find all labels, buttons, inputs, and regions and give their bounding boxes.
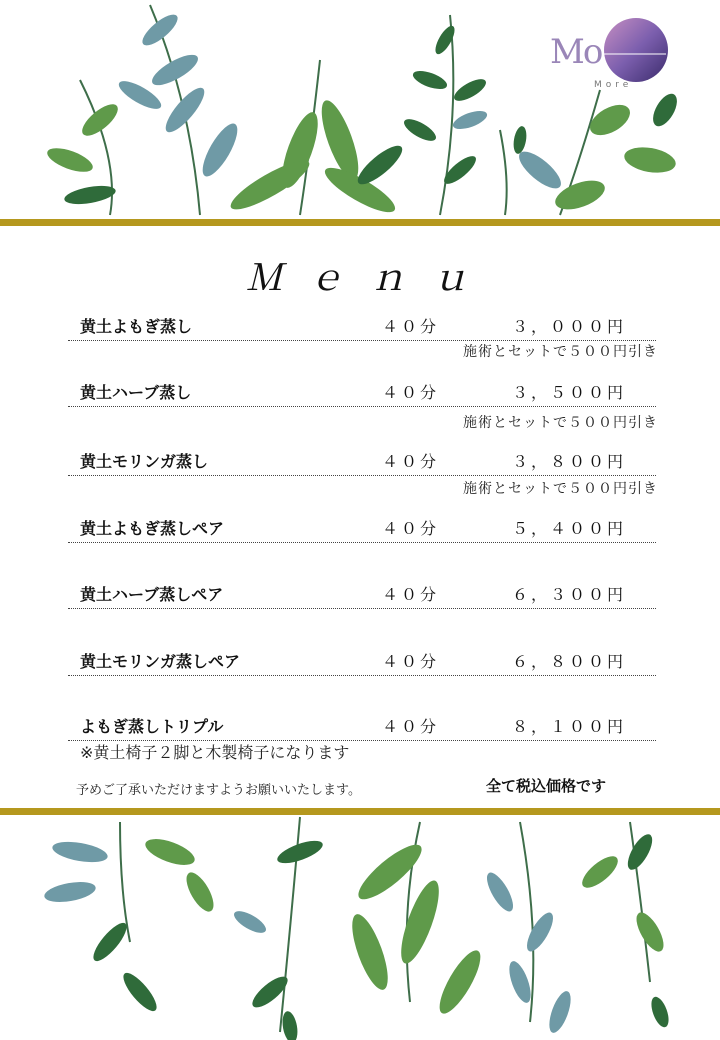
menu-item-name: 黄土モリンガ蒸し	[80, 452, 209, 471]
menu-item-name: 黄土ハーブ蒸しペア	[80, 585, 224, 604]
menu-item-duration: ４０分	[382, 383, 440, 402]
menu-item-name: よもぎ蒸しトリプル	[80, 717, 224, 736]
menu-row	[68, 376, 656, 407]
menu-item-duration: ４０分	[382, 585, 440, 604]
menu-item-note: 施術とセットで５００円引き	[463, 344, 658, 360]
menu-item-price: ５，４００円	[512, 519, 627, 538]
menu-row	[68, 445, 656, 476]
menu-item-name: 黄土モリンガ蒸しペア	[80, 652, 241, 671]
menu-item-name: 黄土よもぎ蒸し	[80, 317, 193, 336]
logo-brand-name: More	[594, 80, 633, 90]
footer-tax-note: 全て税込価格です	[486, 777, 607, 795]
menu-item-duration: ４０分	[382, 452, 440, 471]
logo-letters: Mo	[550, 32, 602, 72]
menu-row	[68, 512, 656, 543]
menu-row	[68, 578, 656, 609]
gold-divider-top	[0, 219, 720, 226]
menu-item-price: ６，３００円	[512, 585, 627, 604]
menu-item-price: ６，８００円	[512, 652, 627, 671]
menu-item-price: ３，０００円	[512, 317, 627, 336]
chair-caution-note: ※黄土椅子２脚と木製椅子になります	[80, 743, 350, 762]
menu-item-name: 黄土ハーブ蒸し	[80, 383, 192, 402]
menu-item-name: 黄土よもぎ蒸しペア	[80, 519, 225, 538]
menu-item-duration: ４０分	[382, 519, 440, 538]
menu-item-duration: ４０分	[382, 652, 440, 671]
menu-item-price: ８，１００円	[512, 717, 627, 736]
menu-item-note: 施術とセットで５００円引き	[463, 481, 658, 497]
menu-row	[68, 645, 656, 676]
leaf-decoration-bottom	[0, 812, 720, 1040]
menu-row	[68, 710, 656, 741]
brand-logo	[550, 14, 670, 98]
menu-item-price: ３，８００円	[512, 452, 627, 471]
menu-row	[68, 310, 656, 341]
menu-item-price: ３，５００円	[512, 383, 627, 402]
menu-item-note: 施術とセットで５００円引き	[463, 415, 658, 431]
menu-title: Ｍｅｎｕ	[245, 258, 494, 299]
menu-item-duration: ４０分	[382, 717, 440, 736]
footer-request-text: 予めご了承いただけますようお願いいたします。	[76, 783, 361, 798]
menu-item-duration: ４０分	[382, 317, 440, 336]
